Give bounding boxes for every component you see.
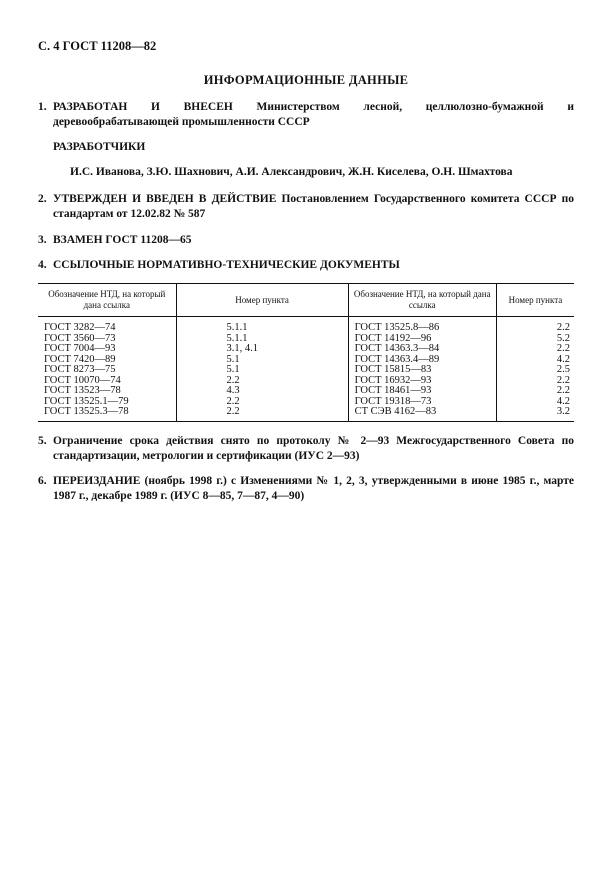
doc-cell: ГОСТ 3560—73 [44,332,116,344]
doc-cell: ГОСТ 7420—89 [44,353,116,365]
point-cell: 2.2 [496,317,574,334]
section-number: 5. [38,435,47,447]
section-text: ССЫЛОЧНЫЕ НОРМАТИВНО-ТЕХНИЧЕСКИЕ ДОКУМЕНТЫ [53,259,400,271]
doc-cell: ГОСТ 3282—74 [44,322,116,333]
table-body [38,317,574,422]
doc-cell: ГОСТ 14192—96 [348,334,496,345]
section-text: ВЗАМЕН ГОСТ 11208—65 [53,234,192,246]
point-cell: 3.2 [496,407,574,421]
point-cell: 4.2 [496,355,574,366]
table-row [38,344,574,355]
page-title: ИНФОРМАЦИОННЫЕ ДАННЫЕ [203,73,409,87]
point-cell: 5.2 [496,334,574,345]
doc-cell: ГОСТ 13523—78 [44,385,121,396]
doc-cell: ГОСТ 16932—93 [348,376,496,387]
table-row [38,317,574,334]
doc-cell: ГОСТ 13525.3—78 [38,407,176,421]
section-text: УТВЕРЖДЕН И ВВЕДЕН В ДЕЙСТВИЕ Постановлением Государственного комитета СССР по стандартам от 12.02.82 № 587 [53,193,574,220]
table-header-row [38,284,574,317]
point-cell: 2.2 [496,376,574,387]
point-cell: 5.1.1 [176,334,348,345]
table-row [38,334,574,345]
developers-names: И.С. Иванова, З.Ю. Шахнович, А.И. Александрович, Ж.Н. Киселева, О.Н. Шмахтова [70,166,513,178]
point-cell: 2.2 [496,386,574,397]
point-cell: 5.1 [176,355,348,366]
doc-cell: ГОСТ 19318—73 [348,397,496,408]
doc-cell: ГОСТ 14363.3—84 [348,344,496,355]
header-doc-2: Обозначение НТД, на который дана ссылка [348,284,496,317]
point-cell: 5.1 [176,365,348,376]
section-number: 3. [38,234,47,246]
section-3 [38,233,574,248]
section-6 [38,474,574,504]
point-cell: 2.2 [496,344,574,355]
section-number: 2. [38,193,47,205]
section-2 [38,192,574,222]
section-number: 1. [38,101,47,113]
section-4 [38,258,574,273]
page-header: С. 4 ГОСТ 11208—82 [38,39,157,53]
point-cell: 5.1.1 [176,317,348,334]
section-text: Ограничение срока действия снято по протоколу № 2—93 Межгосударственного Совета по стандартизации, метрологии и сертификации (ИУС 2—93) [53,435,574,462]
doc-cell: ГОСТ 8273—75 [44,364,116,375]
point-cell: 2.5 [496,365,574,376]
doc-cell: ГОСТ 18461—93 [348,386,496,397]
doc-cell: ГОСТ 7004—93 [44,343,116,354]
section-5 [38,434,574,464]
doc-cell: ГОСТ 13525.1—79 [44,395,129,407]
doc-cell: ГОСТ 15815—83 [348,365,496,376]
doc-cell: ГОСТ 13525.8—86 [348,317,496,334]
point-cell: 2.2 [176,407,348,421]
doc-cell: ГОСТ 14363.4—89 [348,355,496,366]
table-row [38,355,574,366]
table-row [38,386,574,397]
section-1 [38,100,574,130]
point-cell: 2.2 [176,397,348,408]
doc-cell: ГОСТ 10070—74 [44,374,121,386]
section-number: 6. [38,475,47,487]
section-text: ПЕРЕИЗДАНИЕ (ноябрь 1998 г.) с Изменениями № 1, 2, 3, утвержденными в июне 1985 г., марте 1987 г., декабре 1989 г. (ИУС 8—85, 7—87, 4—90) [53,475,574,502]
point-cell: 3.1, 4.1 [176,344,348,355]
table-row [38,407,574,421]
section-number: 4. [38,259,47,271]
header-point-2: Номер пункта [496,284,574,317]
developers-heading: РАЗРАБОТЧИКИ [53,141,146,153]
point-cell: 4.3 [176,386,348,397]
header-point-1: Номер пункта [176,284,348,317]
doc-cell: СТ СЭВ 4162—83 [348,407,496,421]
table-row [38,365,574,376]
point-cell: 4.2 [496,397,574,408]
point-cell: 2.2 [176,376,348,387]
section-text: РАЗРАБОТАН И ВНЕСЕН Министерством лесной, целлюлозно-бумажной и деревообрабатывающей промышленности СССР [53,101,574,128]
header-doc-1: Обозначение НТД, на который дана ссылка [38,284,176,317]
references-table [38,283,574,422]
